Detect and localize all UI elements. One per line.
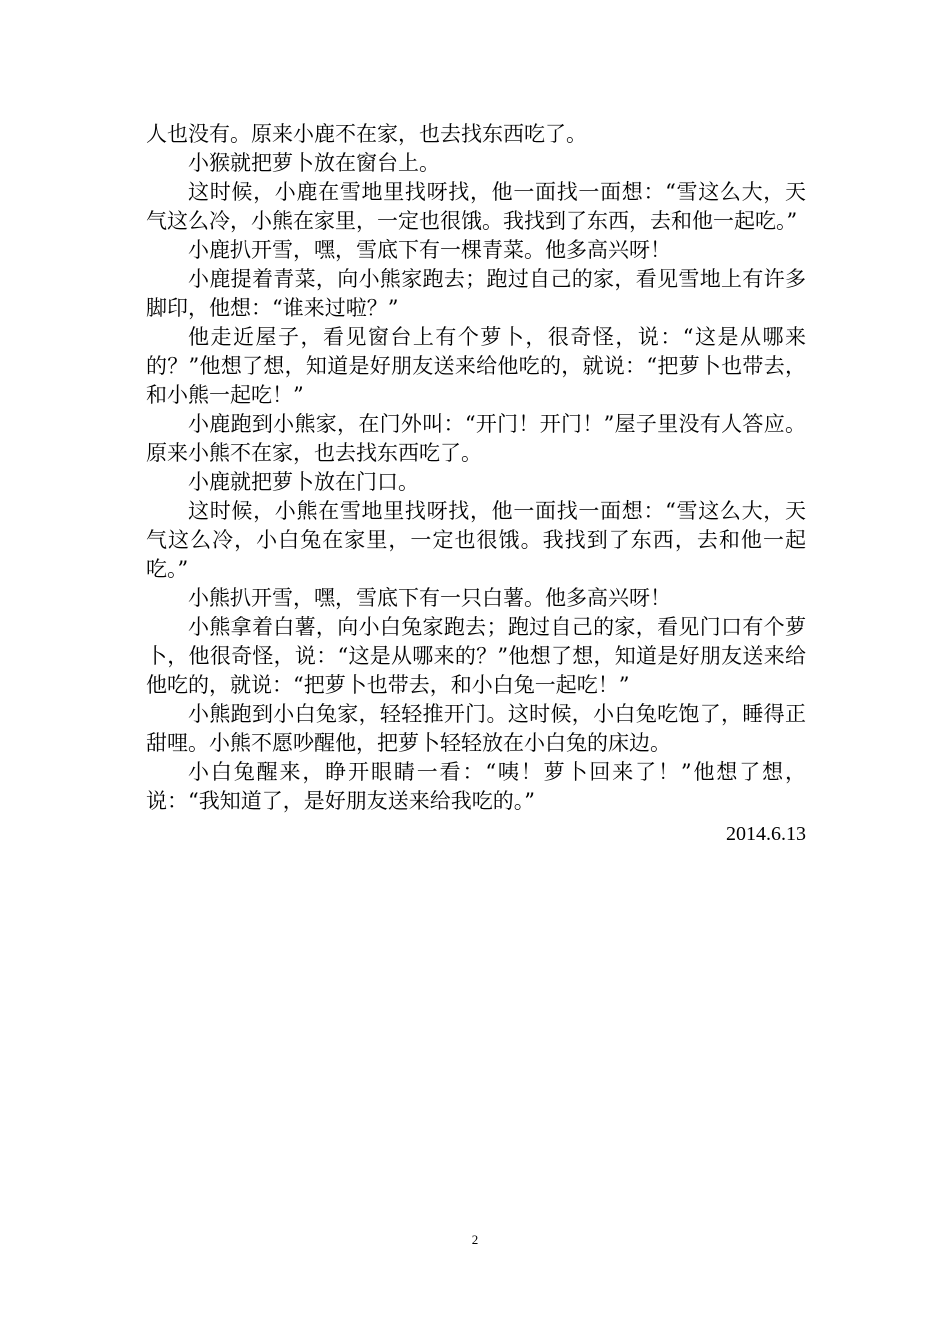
paragraph-8: 小鹿就把萝卜放在门口。 [188, 470, 419, 494]
paragraph-5: 小鹿提着青菜，向小熊家跑去；跑过自己的家，看见雪地上有许多脚印，他想：“谁来过啦？” [146, 267, 806, 320]
paragraph-12: 小熊跑到小白兔家，轻轻推开门。这时候，小白兔吃饱了，睡得正甜哩。小熊不愿吵醒他，把萝卜轻轻放在小白兔的床边。 [146, 702, 806, 755]
paragraph-1: 人也没有。原来小鹿不在家，也去找东西吃了。 [146, 122, 587, 146]
paragraph-3: 这时候，小鹿在雪地里找呀找，他一面找一面想：“雪这么大，天气这么冷，小熊在家里，一定也很饿。我找到了东西，去和他一起吃。” [146, 180, 806, 233]
paragraph-9: 这时候，小熊在雪地里找呀找，他一面找一面想：“雪这么大，天气这么冷，小白兔在家里，一定也很饿。我找到了东西，去和他一起吃。” [146, 499, 806, 581]
page-number: 2 [471, 1232, 479, 1247]
paragraph-11: 小熊拿着白薯，向小白兔家跑去；跑过自己的家，看见门口有个萝卜，他很奇怪，说：“这是从哪来的？”他想了想，知道是好朋友送来给他吃的，就说：“把萝卜也带去，和小白兔一起吃！” [146, 615, 806, 697]
document-date: 2014.6.13 [726, 823, 806, 845]
paragraph-13: 小白兔醒来，睁开眼睛一看：“咦！萝卜回来了！”他想了想，说：“我知道了，是好朋友送来给我吃的。” [146, 760, 806, 813]
paragraph-6: 他走近屋子，看见窗台上有个萝卜，很奇怪，说：“这是从哪来的？”他想了想，知道是好朋友送来给他吃的，就说：“把萝卜也带去，和小熊一起吃！” [146, 325, 806, 407]
paragraph-4: 小鹿扒开雪，嘿，雪底下有一棵青菜。他多高兴呀！ [188, 238, 671, 262]
story-text [146, 120, 806, 816]
paragraph-2: 小猴就把萝卜放在窗台上。 [188, 151, 440, 175]
paragraph-7: 小鹿跑到小熊家，在门外叫：“开门！开门！”屋子里没有人答应。原来小熊不在家，也去找东西吃了。 [146, 412, 806, 465]
paragraph-10: 小熊扒开雪，嘿，雪底下有一只白薯。他多高兴呀！ [188, 586, 671, 610]
